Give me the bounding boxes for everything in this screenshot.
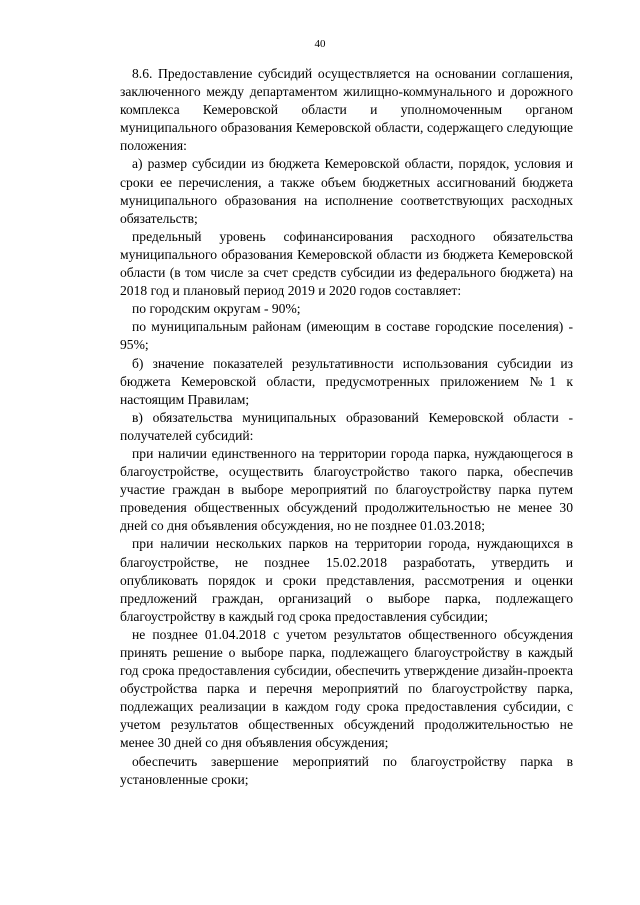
- paragraph-8-6-intro: 8.6. Предоставление субсидий осуществляется на основании соглашения, заключенного между департаментом жилищно-коммунального и дорожного комплекса Кемеровской области и уполномоченным органом муниципального образования Кемеровской области, содержащего следующие положения:: [120, 66, 573, 154]
- paragraph-c-obligations: в) обязательства муниципальных образований Кемеровской области - получателей субсидий:: [120, 409, 573, 443]
- paragraph-cofinancing-level: предельный уровень софинансирования расходного обязательства муниципального образования Кемеровской области из бюджета Кемеровской области (в том числе за счет средств субсидии из федерального бюджета) на 2018 год и плановый период 2019 и 2020 годов составляет:: [120, 228, 573, 299]
- paragraph-municipal-regions: по муниципальным районам (имеющим в составе городские поселения) - 95%;: [120, 319, 573, 353]
- paragraph-a-subsidy-size: а) размер субсидии из бюджета Кемеровской области, порядок, условия и сроки ее перечисления, а также объем бюджетных ассигнований бюджета муниципального образования на исполнение соответствующих расходных обязательств;: [120, 156, 573, 226]
- paragraph-b-indicators: б) значение показателей результативности использования субсидии из бюджета Кемеровской области, предусмотренных приложением №1 к настоящим Правилам;: [120, 355, 573, 407]
- page-number: 40: [314, 38, 326, 50]
- document-body: [120, 65, 573, 789]
- paragraph-single-park: при наличии единственного на территории города парка, нуждающегося в благоустройстве, осуществить благоустройство такого парка, обеспечив участие граждан в выборе мероприятий по благоустройству парка путем проведения общественных обсуждений продолжительностью не менее 30 дней со дня объявления обсуждения, но не позднее 01.03.2018;: [120, 445, 573, 534]
- paragraph-park-decision: не позднее 01.04.2018 с учетом результатов общественного обсуждения принять решение о выборе парка, подлежащего благоустройству в каждый год срока предоставления субсидии, обеспечить утверждение дизайн-проекта обустройства парка и перечня мероприятий по благоустройству парка, подлежащих реализации в каждом году срока предоставления субсидии, с учетом результатов общественных обсуждений продолжительностью не менее 30 дней со дня объявления обсуждения;: [120, 626, 573, 751]
- paragraph-several-parks: при наличии нескольких парков на территории города, нуждающихся в благоустройстве, не позднее 15.02.2018 разработать, утвердить и опубликовать порядок и сроки представления, рассмотрения и оценки предложений граждан, организаций о выборе парка, подлежащего благоустройству в каждый год срока предоставления субсидии;: [120, 536, 573, 624]
- paragraph-city-districts: по городским округам - 90%;: [132, 301, 301, 317]
- paragraph-completion: обеспечить завершение мероприятий по благоустройству парка в установленные сроки;: [120, 753, 573, 787]
